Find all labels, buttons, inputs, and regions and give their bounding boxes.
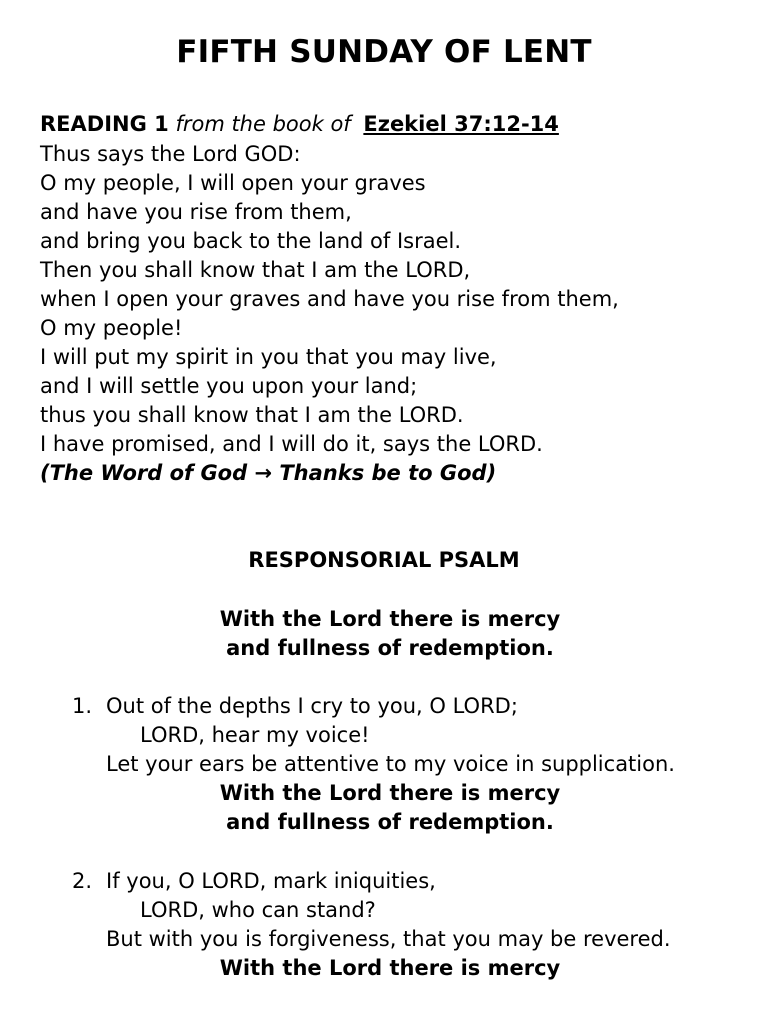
verse-number: 1. (72, 694, 93, 718)
reading-line: O my people! (40, 316, 183, 340)
reading-line: O my people, I will open your graves (40, 171, 426, 195)
verse-refrain-line: With the Lord there is mercy (219, 781, 561, 805)
verse-line: If you, O LORD, mark iniquities, (106, 869, 436, 893)
psalm-response-line: With the Lord there is mercy (219, 607, 561, 631)
verse-number: 2. (72, 869, 93, 893)
reading-line: and have you rise from them, (40, 200, 352, 224)
reading-line: Thus says the Lord GOD: (40, 142, 301, 166)
reading-line: I will put my spirit in you that you may live, (40, 345, 497, 369)
reading-line: I have promised, and I will do it, says the LORD. (40, 432, 543, 456)
psalm-heading: RESPONSORIAL PSALM (248, 548, 520, 572)
verse-line: LORD, who can stand? (140, 898, 376, 922)
verse-line: But with you is forgiveness, that you may be revered. (106, 927, 671, 951)
reading-line: and bring you back to the land of Israel. (40, 229, 462, 253)
verse-refrain-line: With the Lord there is mercy (219, 956, 561, 980)
reading-line: thus you shall know that I am the LORD. (40, 403, 464, 427)
reading-from: from the book of (175, 112, 351, 136)
reading-reference: Ezekiel 37:12-14 (363, 112, 559, 136)
reading-line: and I will settle you upon your land; (40, 374, 418, 398)
reading-line: when I open your graves and have you rise from them, (40, 287, 619, 311)
verse-line: LORD, hear my voice! (140, 723, 370, 747)
verse-refrain-line: and fullness of redemption. (226, 810, 554, 834)
reading-header (40, 110, 559, 139)
reading-closing: (The Word of God → Thanks be to God) (40, 461, 497, 485)
verse-line: Let your ears be attentive to my voice in supplication. (106, 752, 675, 776)
psalm-response-line: and fullness of redemption. (226, 636, 554, 660)
verse-line: Out of the depths I cry to you, O LORD; (106, 694, 518, 718)
page-title: FIFTH SUNDAY OF LENT (176, 34, 592, 70)
reading-label: READING 1 (40, 112, 169, 136)
reading-line: Then you shall know that I am the LORD, (40, 258, 471, 282)
